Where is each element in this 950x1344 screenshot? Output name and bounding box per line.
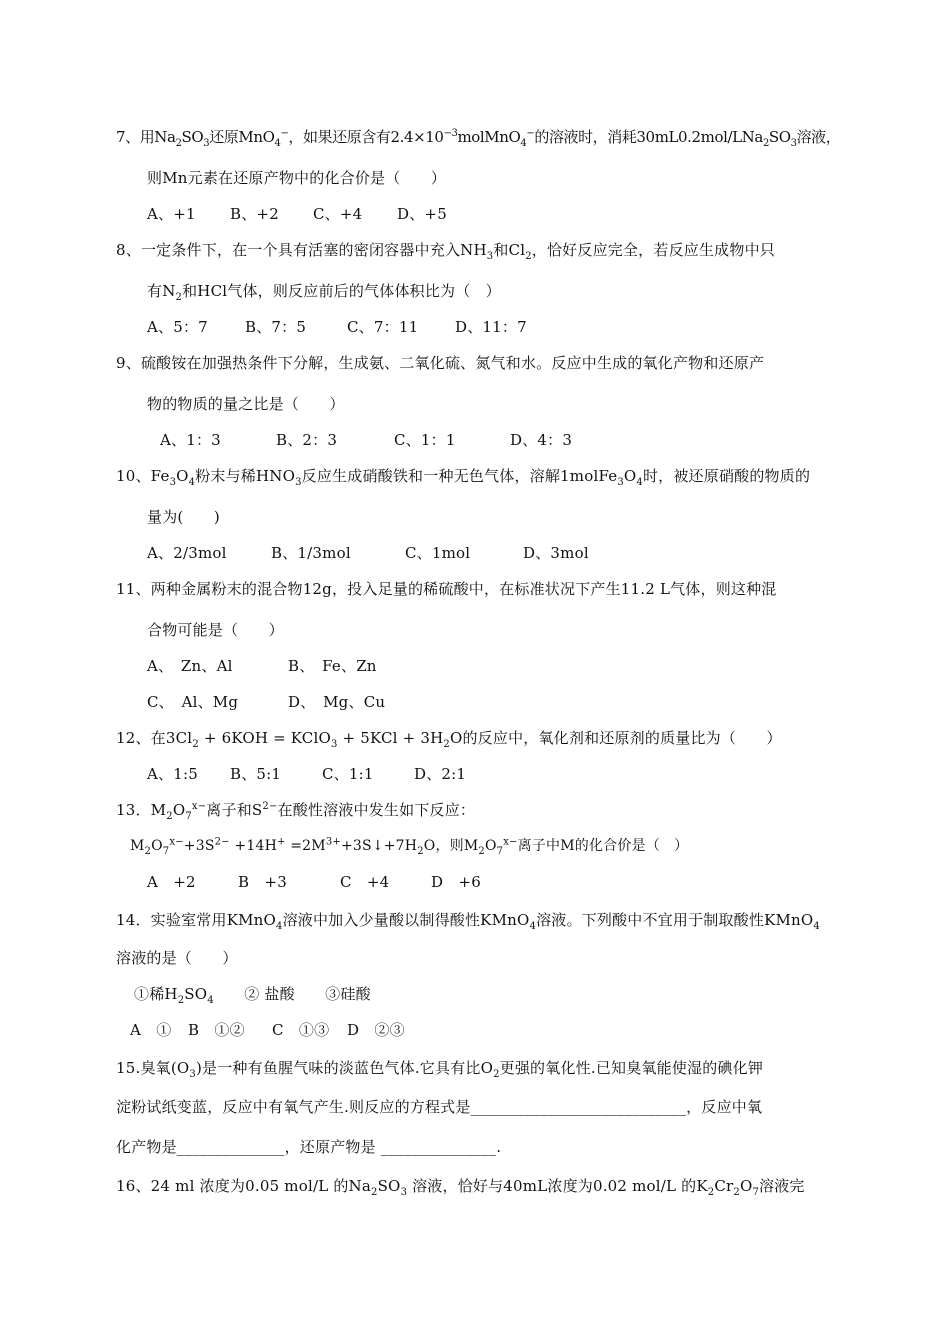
question-10-option-b[interactable]: B、1/3mol <box>271 544 351 562</box>
question-7-line-1: 7、用$Na_2SO_3$还原MnO$_4$−，如果还原含有$2.4\times 10^{-3}molMnO_4^-$的溶液时，消耗$30mL0.2mol/LNa_2SO_3$溶液， <box>116 128 841 149</box>
question-11-line-2: 合物可能是（ ） <box>147 621 284 639</box>
question-10-line-2: 量为( ) <box>147 508 220 526</box>
question-9-line-1: 9、硫酸铵在加强热条件下分解，生成氨、二氧化硫、氮气和水。反应中生成的氧化产物和还原产 <box>116 354 765 372</box>
question-11-option-a[interactable]: A、 Zn、Al <box>147 657 233 675</box>
question-9-option-a[interactable]: A、1：3 <box>160 431 221 449</box>
question-13-option-a[interactable]: A +2 <box>147 873 196 891</box>
question-8-option-a[interactable]: A、5：7 <box>147 318 208 336</box>
question-9-line-2: 物的物质的量之比是（ ） <box>147 395 345 413</box>
question-12-line-1: 12、在$3Cl_2 + 6KOH$ = KClO$_3$ + $5KCl + 3H_2O$的反应中，氧化剂和还原剂的质量比为（ ） <box>116 729 782 750</box>
question-12-option-b[interactable]: B、5:1 <box>230 765 282 783</box>
question-10-option-a[interactable]: A、2/3mol <box>147 544 227 562</box>
question-8-line-1: 8、一定条件下，在一个具有活塞的密闭容器中充入$NH_3$和$Cl_2$，恰好反应完全，若反应生成物中只 <box>116 241 775 262</box>
question-13-option-b[interactable]: B +3 <box>238 873 287 891</box>
question-8-option-b[interactable]: B、7：5 <box>245 318 307 336</box>
question-14-option-d[interactable]: D ②③ <box>347 1021 405 1039</box>
question-13-line-2: $M_2O_7^{x-}+3S^{2-} +14H^+$ $=2M^{3+}+3S↓+7H_2O$，则$M_2O_7^{x-}$离子中M的化合价是（ ） <box>130 836 689 857</box>
question-12-option-a[interactable]: A、1:5 <box>147 765 198 783</box>
question-15-line-3: 化产物是______________，还原产物是 _______________. <box>116 1138 502 1156</box>
question-8-option-c[interactable]: C、7：11 <box>347 318 419 336</box>
question-10-option-d[interactable]: D、3mol <box>523 544 589 562</box>
question-15-line-1: 15.臭氧$(O_3)$是一种有鱼腥气味的淡蓝色气体.它具有比$O_2$更强的氧化性.已知臭氧能使湿的碘化钾 <box>116 1059 764 1080</box>
question-14-line-2: 溶液的是（ ） <box>116 949 238 967</box>
question-11-option-d[interactable]: D、 Mg、Cu <box>288 693 386 711</box>
question-12-option-d[interactable]: D、2:1 <box>414 765 467 783</box>
question-10-line-1: 10、$Fe_3O_4$粉末与稀$HNO_3$反应生成硝酸铁和一种无色气体，溶解$1molFe_3O_4$时，被还原硝酸的物质的 <box>116 467 811 488</box>
question-11-option-c[interactable]: C、 Al、Mg <box>147 693 239 711</box>
question-13-line-1: 13．$M_2O_7^{x-}$离子和$S^{2-}$在酸性溶液中发生如下反应： <box>116 801 476 822</box>
question-14-line-3: ①稀$H_2SO_4$ ② 盐酸 ③硅酸 <box>134 985 371 1006</box>
question-14-option-b[interactable]: B ①② <box>188 1021 245 1039</box>
question-14-option-a[interactable]: A ① <box>130 1021 172 1039</box>
question-16-line-1: 16、24 ml 浓度为0.05 mol/L 的$Na_2SO_3$ 溶液，恰好与40mL浓度为0.02 mol/L 的$K_2Cr_2O_7$溶液完 <box>116 1177 805 1198</box>
question-7-line-2: 则Mn元素在还原产物中的化合价是（ ） <box>147 169 447 187</box>
question-14-option-c[interactable]: C ①③ <box>272 1021 330 1039</box>
question-8-option-d[interactable]: D、11：7 <box>455 318 527 336</box>
question-11-option-b[interactable]: B、 Fe、Zn <box>288 657 377 675</box>
question-11-line-1: 11、两种金属粉末的混合物12g，投入足量的稀硫酸中，在标准状况下产生11.2 L气体，则这种混 <box>116 580 777 598</box>
question-13-option-c[interactable]: C +4 <box>340 873 390 891</box>
question-15-line-2: 淀粉试纸变蓝，反应中有氧气产生.则反应的方程式是____________________________，反应中氧 <box>116 1098 763 1116</box>
question-7-option-c[interactable]: C、+4 <box>313 205 363 223</box>
question-7-option-d[interactable]: D、+5 <box>397 205 447 223</box>
question-10-option-c[interactable]: C、1mol <box>405 544 471 562</box>
question-9-option-b[interactable]: B、2：3 <box>276 431 338 449</box>
question-13-option-d[interactable]: D +6 <box>431 873 481 891</box>
question-14-line-1: 14．实验室常用KMnO$_4$溶液中加入少量酸以制得酸性KMnO$_4$溶液。下列酸中不宜用于制取酸性KMnO$_4$ <box>116 911 820 932</box>
question-9-option-c[interactable]: C、1：1 <box>394 431 456 449</box>
question-7-option-b[interactable]: B、+2 <box>230 205 279 223</box>
question-8-line-2: 有$N_2$和HCl气体，则反应前后的气体体积比为（ ） <box>147 282 501 303</box>
question-9-option-d[interactable]: D、4：3 <box>510 431 573 449</box>
question-12-option-c[interactable]: C、1:1 <box>322 765 374 783</box>
question-7-option-a[interactable]: A、+1 <box>147 205 196 223</box>
